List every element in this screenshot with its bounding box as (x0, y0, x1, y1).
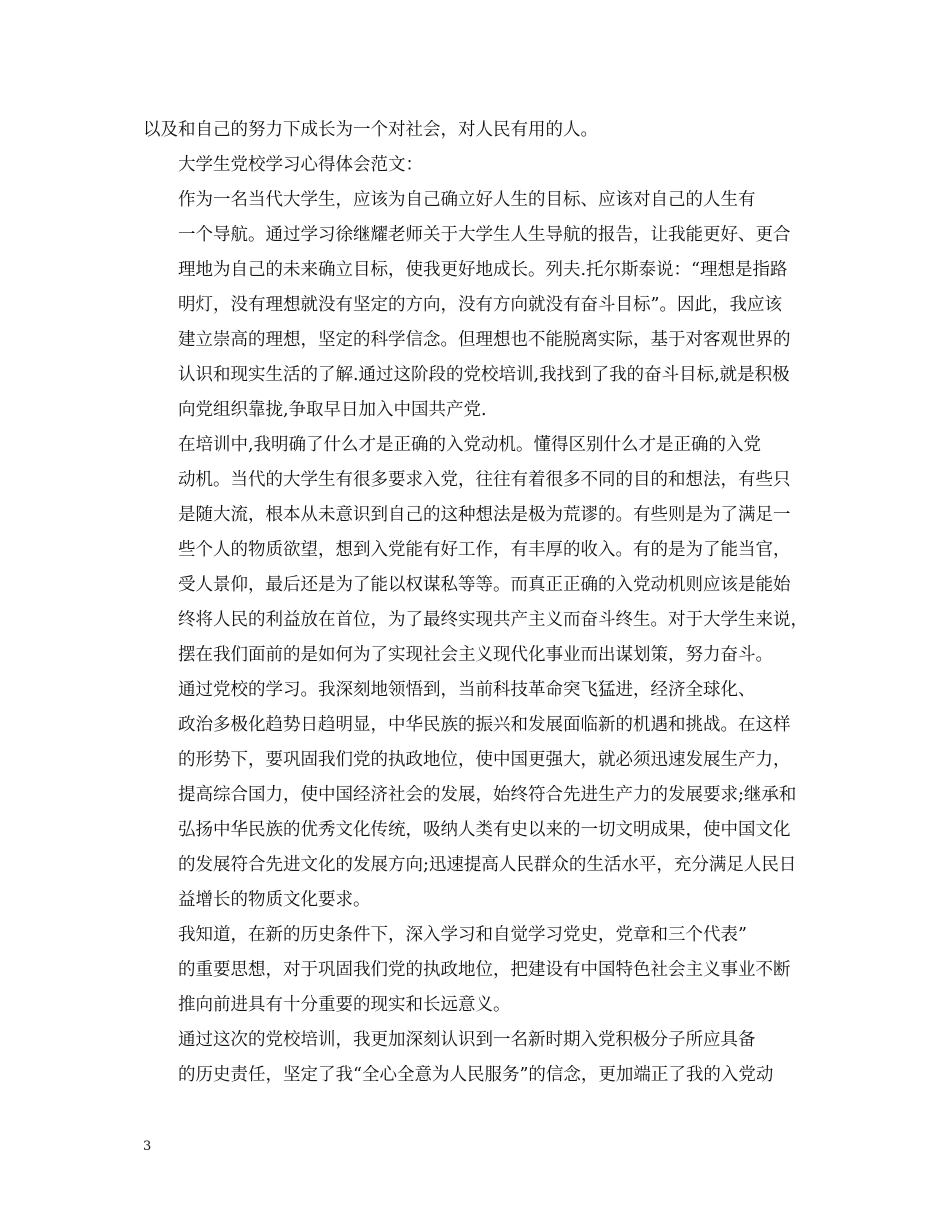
text-line: 终将人民的利益放在首位，为了最终实现共产主义而奋斗终生。对于大学生来说， (178, 610, 808, 630)
text-line: 的历史责任，坚定了我“全心全意为人民服务”的信念，更加端正了我的入党动 (178, 1065, 774, 1085)
text-line: 的发展符合先进文化的发展方向;迅速提高人民群众的生活水平，充分满足人民日 (178, 855, 797, 875)
text-line: 在培训中,我明确了什么才是正确的入党动机。懂得区别什么才是正确的入党 (178, 435, 762, 455)
text-line: 认识和现实生活的了解.通过这阶段的党校培训,我找到了我的奋斗目标,就是积极 (178, 365, 790, 385)
text-line: 以及和自己的努力下成长为一个对社会，对人民有用的人。 (143, 120, 598, 140)
text-line: 政治多极化趋势日趋明显，中华民族的振兴和发展面临新的机遇和挑战。在这样 (178, 715, 791, 735)
paragraph (143, 183, 816, 428)
page-number: 3 (143, 1139, 152, 1154)
text-line: 的重要思想，对于巩固我们党的执政地位，把建设有中国特色社会主义事业不断 (178, 960, 791, 980)
text-line: 的形势下，要巩固我们党的执政地位，使中国更强大，就必须迅速发展生产力， (178, 750, 791, 770)
text-line: 弘扬中华民族的优秀文化传统，吸纳人类有史以来的一切文明成果，使中国文化 (178, 820, 791, 840)
text-line: 受人景仰，最后还是为了能以权谋私等等。而真正正确的入党动机则应该是能始 (178, 575, 791, 595)
paragraph (143, 673, 816, 918)
text-line: 明灯，没有理想就没有坚定的方向，没有方向就没有奋斗目标”。因此，我应该 (178, 295, 782, 315)
text-line: 推向前进具有十分重要的现实和长远意义。 (178, 995, 511, 1015)
paragraph (143, 148, 816, 183)
text-line: 摆在我们面前的是如何为了实现社会主义现代化事业而出谋划策，努力奋斗。 (178, 645, 773, 665)
text-line: 建立崇高的理想，坚定的科学信念。但理想也不能脱离实际，基于对客观世界的 (178, 330, 791, 350)
text-line: 些个人的物质欲望，想到入党能有好工作，有丰厚的收入。有的是为了能当官， (178, 540, 791, 560)
text-line: 提高综合国力，使中国经济社会的发展，始终符合先进生产力的发展要求;继承和 (178, 785, 797, 805)
text-line: 是随大流，根本从未意识到自己的这种想法是极为荒谬的。有些则是为了满足一 (178, 505, 791, 525)
text-line: 我知道，在新的历史条件下，深入学习和自觉学习党史，党章和三个代表” (178, 925, 747, 945)
text-line: 通过这次的党校培训，我更加深刻认识到一名新时期入党积极分子所应具备 (178, 1030, 756, 1050)
paragraph (143, 428, 816, 673)
text-line: 通过党校的学习。我深刻地领悟到，当前科技革命突飞猛进，经济全球化、 (178, 680, 756, 700)
paragraph (143, 918, 816, 1023)
text-line: 向党组织靠拢,争取早日加入中国共产党. (178, 400, 487, 420)
text-line: 作为一名当代大学生，应该为自己确立好人生的目标、应该对自己的人生有 (178, 190, 756, 210)
text-line: 理地为自己的未来确立目标，使我更好地成长。列夫.托尔斯泰说：“理想是指路 (178, 260, 788, 280)
text-line: 益增长的物质文化要求。 (178, 890, 371, 910)
text-line: 一个导航。通过学习徐继耀老师关于大学生人生导航的报告，让我能更好、更合 (178, 225, 791, 245)
document-body (143, 113, 816, 1093)
text-line: 大学生党校学习心得体会范文： (178, 155, 423, 175)
text-line: 动机。当代的大学生有很多要求入党，往往有着很多不同的目的和想法，有些只 (178, 470, 791, 490)
paragraph (143, 1023, 816, 1093)
paragraph (143, 113, 816, 148)
